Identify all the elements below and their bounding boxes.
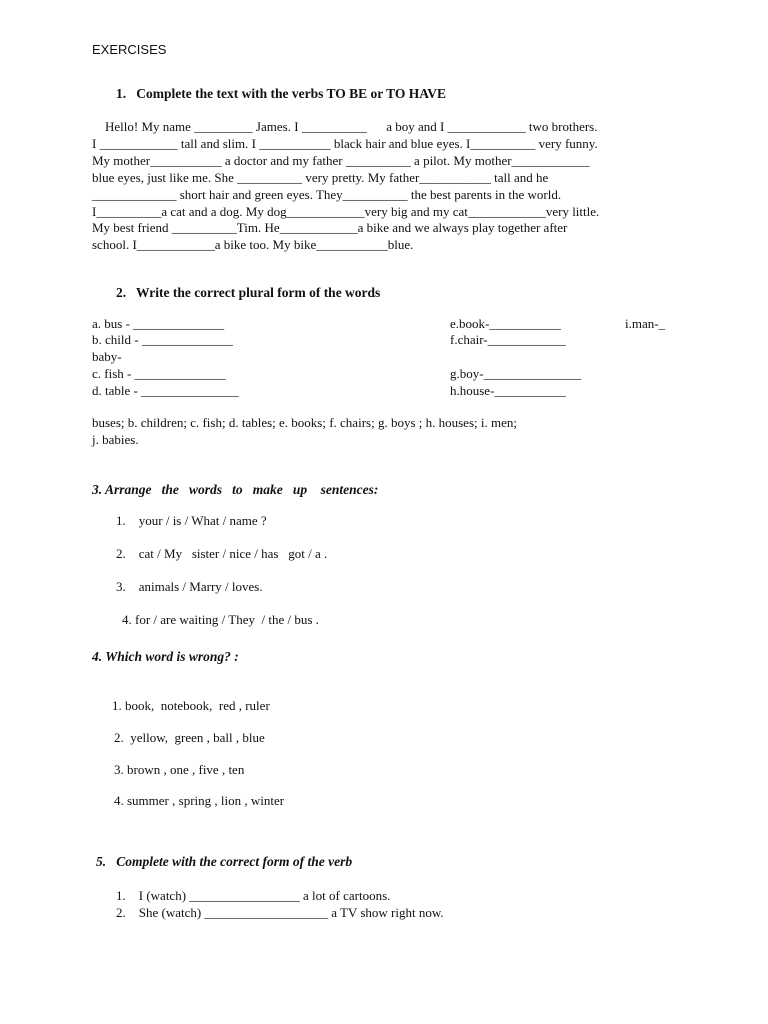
- plural-item: a. bus - ______________: [92, 316, 225, 331]
- exercise-1-line: school. I____________a bike too. My bike___________blue.: [92, 237, 414, 252]
- exercise-5-heading: 5. Complete with the correct form of the verb: [96, 854, 353, 869]
- exercise-4-heading: 4. Which word is wrong? :: [92, 649, 239, 664]
- odd-word-item: 1. book, notebook, red , ruler: [112, 698, 270, 713]
- plural-item: c. fish - ______________: [92, 366, 226, 381]
- exercise-2-heading: 2. Write the correct plural form of the words: [116, 285, 381, 300]
- arrange-item: 1. your / is / What / name ?: [116, 513, 267, 528]
- exercise-1-line: My mother___________ a doctor and my father __________ a pilot. My mother____________: [92, 153, 590, 168]
- exercise-1-line: _____________ short hair and green eyes. They__________ the best parents in the world.: [92, 187, 562, 202]
- exercise-1-line: blue eyes, just like me. She __________ very pretty. My father___________ tall and he: [92, 170, 549, 185]
- verb-form-item: 1. I (watch) _________________ a lot of cartoons.: [116, 888, 391, 903]
- plural-item: h.house-___________: [450, 383, 566, 398]
- exercise-1-line: Hello! My name _________ James. I __________ a boy and I ____________ two brothers.: [92, 119, 598, 134]
- verb-form-item: 2. She (watch) ___________________ a TV show right now.: [116, 905, 444, 920]
- exercise-1-line: I ____________ tall and slim. I ___________ black hair and blue eyes. I__________ very funny.: [92, 136, 598, 151]
- plural-item: g.boy-_______________: [450, 366, 582, 381]
- plural-item: d. table - _______________: [92, 383, 239, 398]
- odd-word-item: 4. summer , spring , lion , winter: [114, 793, 285, 808]
- plural-item: f.chair-____________: [450, 332, 566, 347]
- plural-item: baby-: [92, 349, 122, 364]
- page-title: EXERCISES: [92, 42, 167, 57]
- arrange-item: 3. animals / Marry / loves.: [116, 579, 263, 594]
- exercise-1-line: My best friend __________Tim. He____________a bike and we always play together after: [92, 220, 568, 235]
- exercise-1-heading: 1. Complete the text with the verbs TO BE or TO HAVE: [116, 86, 447, 101]
- odd-word-item: 3. brown , one , five , ten: [114, 762, 245, 777]
- plural-answers: j. babies.: [92, 432, 139, 447]
- plural-item: e.book-___________: [450, 316, 561, 331]
- arrange-item: 4. for / are waiting / They / the / bus .: [122, 612, 319, 627]
- odd-word-item: 2. yellow, green , ball , blue: [114, 730, 265, 745]
- plural-item: b. child - ______________: [92, 332, 233, 347]
- exercise-1-line: I__________a cat and a dog. My dog____________very big and my cat____________very little.: [92, 204, 600, 219]
- plural-item: i.man-_: [625, 316, 666, 331]
- exercise-3-heading: 3. Arrange the words to make up sentences:: [92, 482, 379, 497]
- plural-answers: buses; b. children; c. fish; d. tables; e. books; f. chairs; g. boys ; h. houses; i. men;: [92, 415, 517, 430]
- arrange-item: 2. cat / My sister / nice / has got / a .: [116, 546, 328, 561]
